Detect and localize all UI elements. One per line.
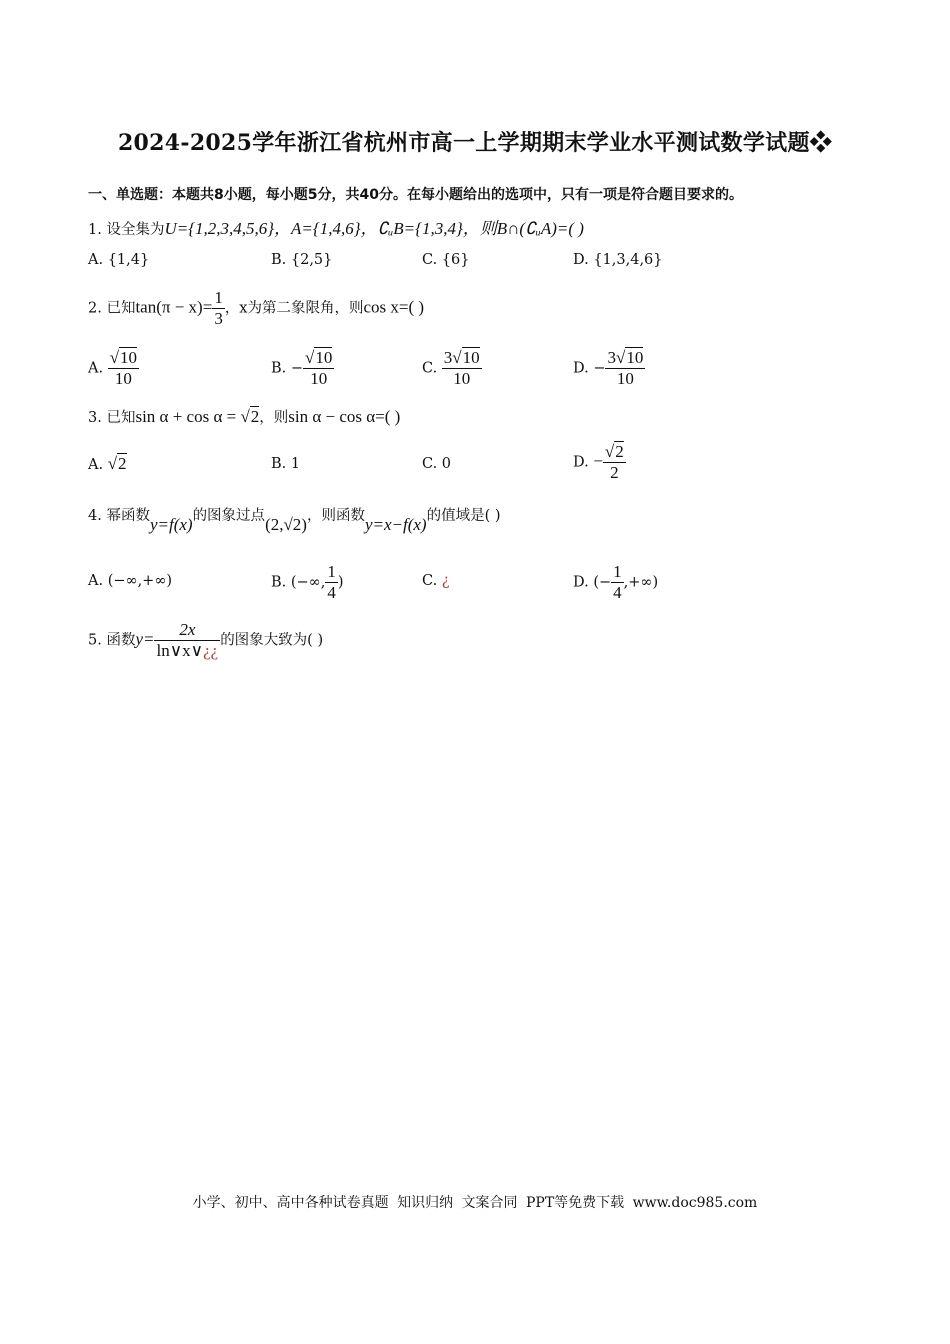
- question-2-fraction: $\frac{1}{3}$: [214, 288, 223, 328]
- question-2-tail: cos x=( ): [363, 297, 425, 317]
- q4-option-a: A. (−∞,+∞): [88, 573, 173, 589]
- q4-option-d: D. (− $\frac{1}{4}$ ,+∞): [573, 562, 659, 602]
- q4-option-c: C. ¿: [422, 573, 450, 589]
- section-heading: 一、单选题：本题共8小题，每小题5分，共40分。在每小题给出的选项中，只有一项是符合题目要求的。: [88, 187, 743, 203]
- question-5: 5. 函数y= $\frac{2x}{\ln\vee x\vee¿¿}$ 的图象大致为( ): [88, 620, 324, 660]
- question-3: 3. 已知sin α + cos α = √2，则sin α − cos α=( ): [88, 407, 401, 426]
- question-1-prefix: 1. 设全集为: [88, 222, 165, 238]
- q3-option-a: A. √2: [88, 454, 127, 473]
- q1-option-a: A. {1,4}: [88, 252, 150, 268]
- q3-option-b: B. 1: [271, 456, 301, 472]
- page-title: 2024-2025学年浙江省杭州市高一上学期期末学业水平测试数学试题❖: [117, 130, 833, 156]
- q3-option-c: C. 0: [422, 456, 452, 472]
- question-2-suffix: ，x为第二象限角，则: [224, 300, 364, 317]
- footer-text: 小学、初中、高中各种试卷真题 知识归纳 文案合同 PPT等免费下载 www.doc985.com: [192, 1195, 758, 1211]
- q2-option-b: B. − $\frac{√10}{10}$: [271, 348, 333, 388]
- q2-option-a: A. $\frac{√10}{10}$: [88, 348, 138, 388]
- question-5-fraction: $\frac{2x}{\ln\vee x\vee¿¿}$: [156, 620, 219, 660]
- question-2: [88, 288, 424, 329]
- q4-option-b: B. (−∞, $\frac{1}{4}$ ): [271, 562, 344, 602]
- question-1: [88, 214, 584, 239]
- q3-option-d: D. − $\frac{√2}{2}$: [573, 442, 624, 482]
- q1-option-d: D. {1,3,4,6}: [573, 252, 663, 268]
- q1-option-b: B. {2,5}: [271, 252, 333, 268]
- question-2-lhs: tan(π − x)=: [135, 297, 213, 317]
- q1-option-c: C. {6}: [422, 252, 470, 268]
- q2-option-c: C. $\frac{3√10}{10}$: [422, 348, 480, 388]
- q2-option-d: D. − $\frac{3√10}{10}$: [573, 348, 644, 388]
- question-1-expr: U={1,2,3,4,5,6}，A={1,4,6}，∁ᵤB={1,3,4}，则B∩(∁ᵤA)=( ): [164, 219, 584, 238]
- question-4: 4. 幂函数y=f(x)的图象过点(2,√2)，则函数y=x−f(x)的值域是( ): [88, 508, 501, 534]
- question-2-prefix: 2. 已知: [88, 300, 136, 317]
